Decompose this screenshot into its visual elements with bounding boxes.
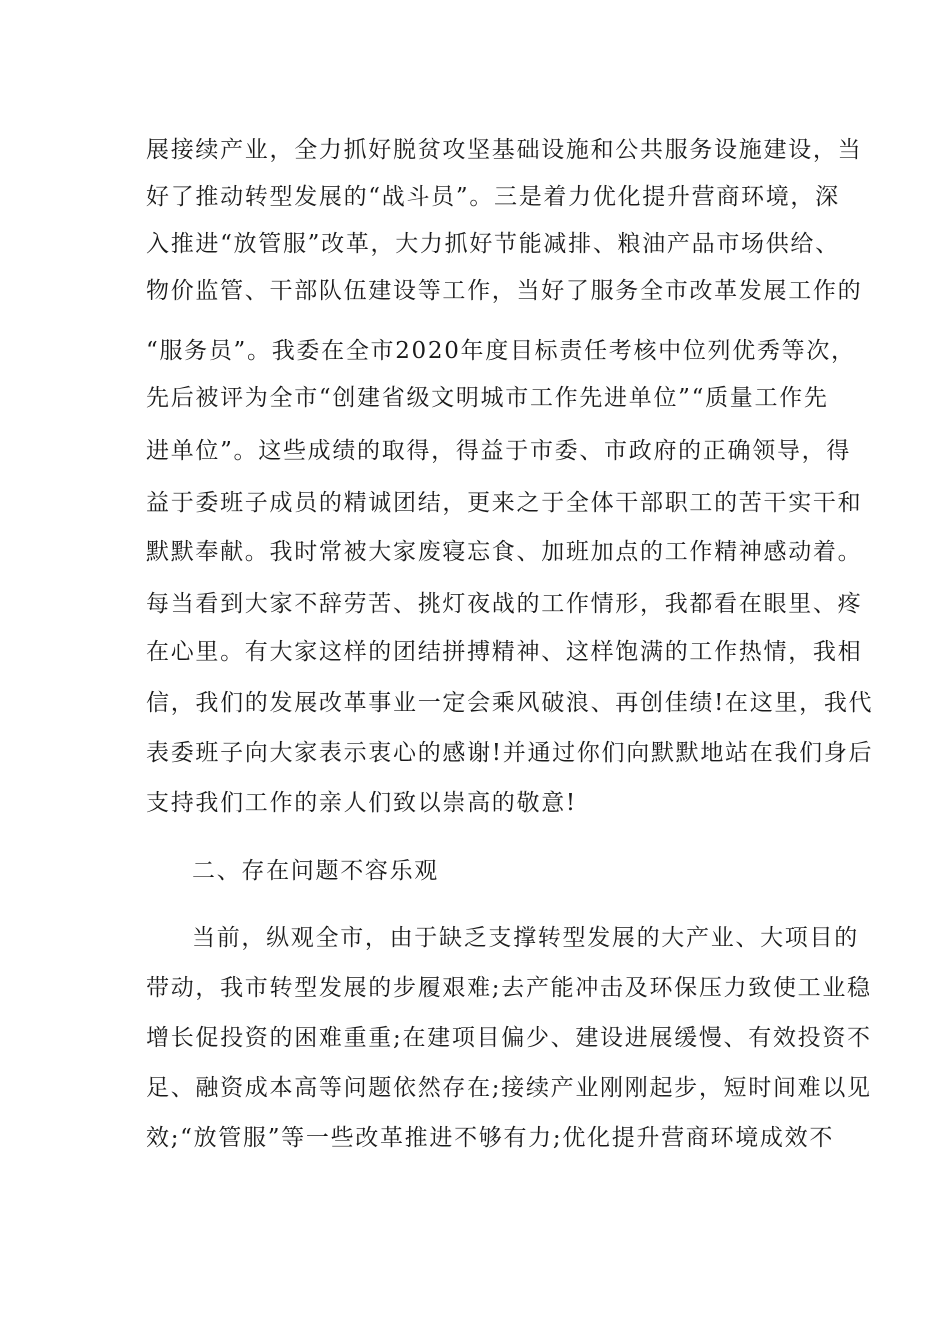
paragraph-line: 益于委班子成员的精诚团结，更来之于全体干部职工的苦干实干和: [146, 490, 863, 516]
paragraph-line: 当前，纵观全市，由于缺乏支撑转型发展的大产业、大项目的: [192, 925, 859, 951]
paragraph-line: 物价监管、干部队伍建设等工作，当好了服务全市改革发展工作的: [146, 278, 863, 304]
paragraph-line: 支持我们工作的亲人们致以崇高的敬意!: [146, 790, 577, 816]
paragraph-line: “服务员”。我委在全市2020年度目标责任考核中位列优秀等次，: [146, 338, 856, 364]
paragraph-line: 默默奉献。我时常被大家废寝忘食、加班加点的工作精神感动着。: [146, 539, 863, 565]
paragraph-line: 表委班子向大家表示衷心的感谢!并通过你们向默默地站在我们身后: [146, 740, 874, 766]
section-heading: 二、存在问题不容乐观: [192, 858, 439, 884]
paragraph-line: 带动，我市转型发展的步履艰难;去产能冲击及环保压力致使工业稳: [146, 975, 872, 1001]
paragraph-line: 入推进“放管服”改革，大力抓好节能减排、粮油产品市场供给、: [146, 231, 840, 257]
paragraph-line: 每当看到大家不辞劳苦、挑灯夜战的工作情形，我都看在眼里、疼: [146, 591, 863, 617]
paragraph-line: 进单位”。这些成绩的取得，得益于市委、市政府的正确领导，得: [146, 438, 852, 464]
paragraph-line: 信，我们的发展改革事业一定会乘风破浪、再创佳绩!在这里，我代: [146, 690, 874, 716]
paragraph-line: 展接续产业，全力抓好脱贫攻坚基础设施和公共服务设施建设，当: [146, 137, 863, 163]
paragraph-line: 先后被评为全市“创建省级文明城市工作先进单位”“质量工作先: [146, 385, 829, 411]
paragraph-line: 在心里。有大家这样的团结拼搏精神、这样饱满的工作热情，我相: [146, 639, 863, 665]
paragraph-line: 效;“放管服”等一些改革推进不够有力;优化提升营商环境成效不: [146, 1125, 835, 1151]
paragraph-line: 足、融资成本高等问题依然存在;接续产业刚刚起步，短时间难以见: [146, 1075, 872, 1101]
paragraph-line: 好了推动转型发展的“战斗员”。三是着力优化提升营商环境，深: [146, 184, 840, 210]
paragraph-line: 增长促投资的困难重重;在建项目偏少、建设进展缓慢、有效投资不: [146, 1025, 872, 1051]
